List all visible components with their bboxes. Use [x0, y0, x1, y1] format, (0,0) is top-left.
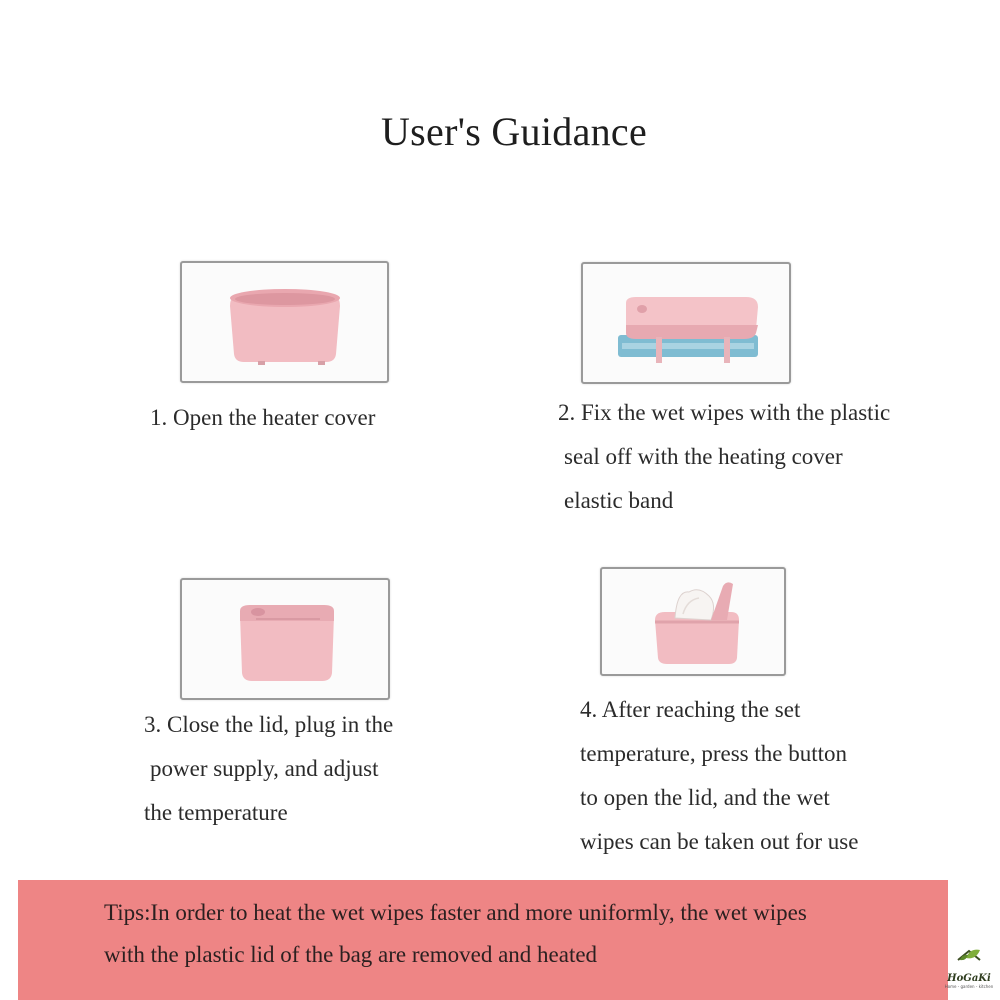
open-box-with-wipes-illustration	[613, 574, 773, 670]
step-2-caption	[558, 391, 890, 523]
leaf-house-icon	[954, 946, 984, 968]
caption-line: 1. Open the heater cover	[150, 405, 376, 430]
logo-tagline: Home - garden - kitchen	[944, 984, 994, 989]
caption-line: 2. Fix the wet wipes with the plastic	[558, 400, 891, 425]
tips-line: Tips:In order to heat the wet wipes faster and more uniformly, the wet wipes	[104, 900, 807, 925]
caption-line: wipes can be taken out for use	[580, 829, 859, 854]
caption-line: to open the lid, and the wet	[580, 785, 830, 810]
step-3-image	[180, 578, 390, 700]
step-3-caption	[144, 703, 393, 835]
step-4-caption	[580, 688, 858, 864]
caption-line: temperature, press the button	[580, 741, 847, 766]
step-1-image	[180, 261, 389, 383]
caption-line: 3. Close the lid, plug in the	[144, 712, 394, 737]
page-title: User's Guidance	[380, 109, 648, 154]
logo-name: HoGaKi	[947, 973, 991, 984]
step-2-image	[581, 262, 791, 384]
caption-line: the temperature	[144, 800, 288, 825]
caption-line: seal off with the heating cover	[564, 444, 843, 469]
tips-banner	[18, 880, 948, 1000]
caption-line: elastic band	[564, 488, 674, 513]
tips-line: with the plastic lid of the bag are removed and heated	[104, 942, 598, 967]
caption-line: power supply, and adjust	[150, 756, 379, 781]
closed-box-illustration	[200, 589, 370, 689]
open-heater-box-illustration	[200, 272, 370, 372]
cover-with-wipes-illustration	[596, 273, 776, 373]
caption-line: 4. After reaching the set	[580, 697, 801, 722]
tips-text	[104, 892, 807, 976]
step-4-image	[600, 567, 786, 676]
brand-logo	[940, 946, 998, 996]
step-1-caption	[150, 396, 375, 440]
